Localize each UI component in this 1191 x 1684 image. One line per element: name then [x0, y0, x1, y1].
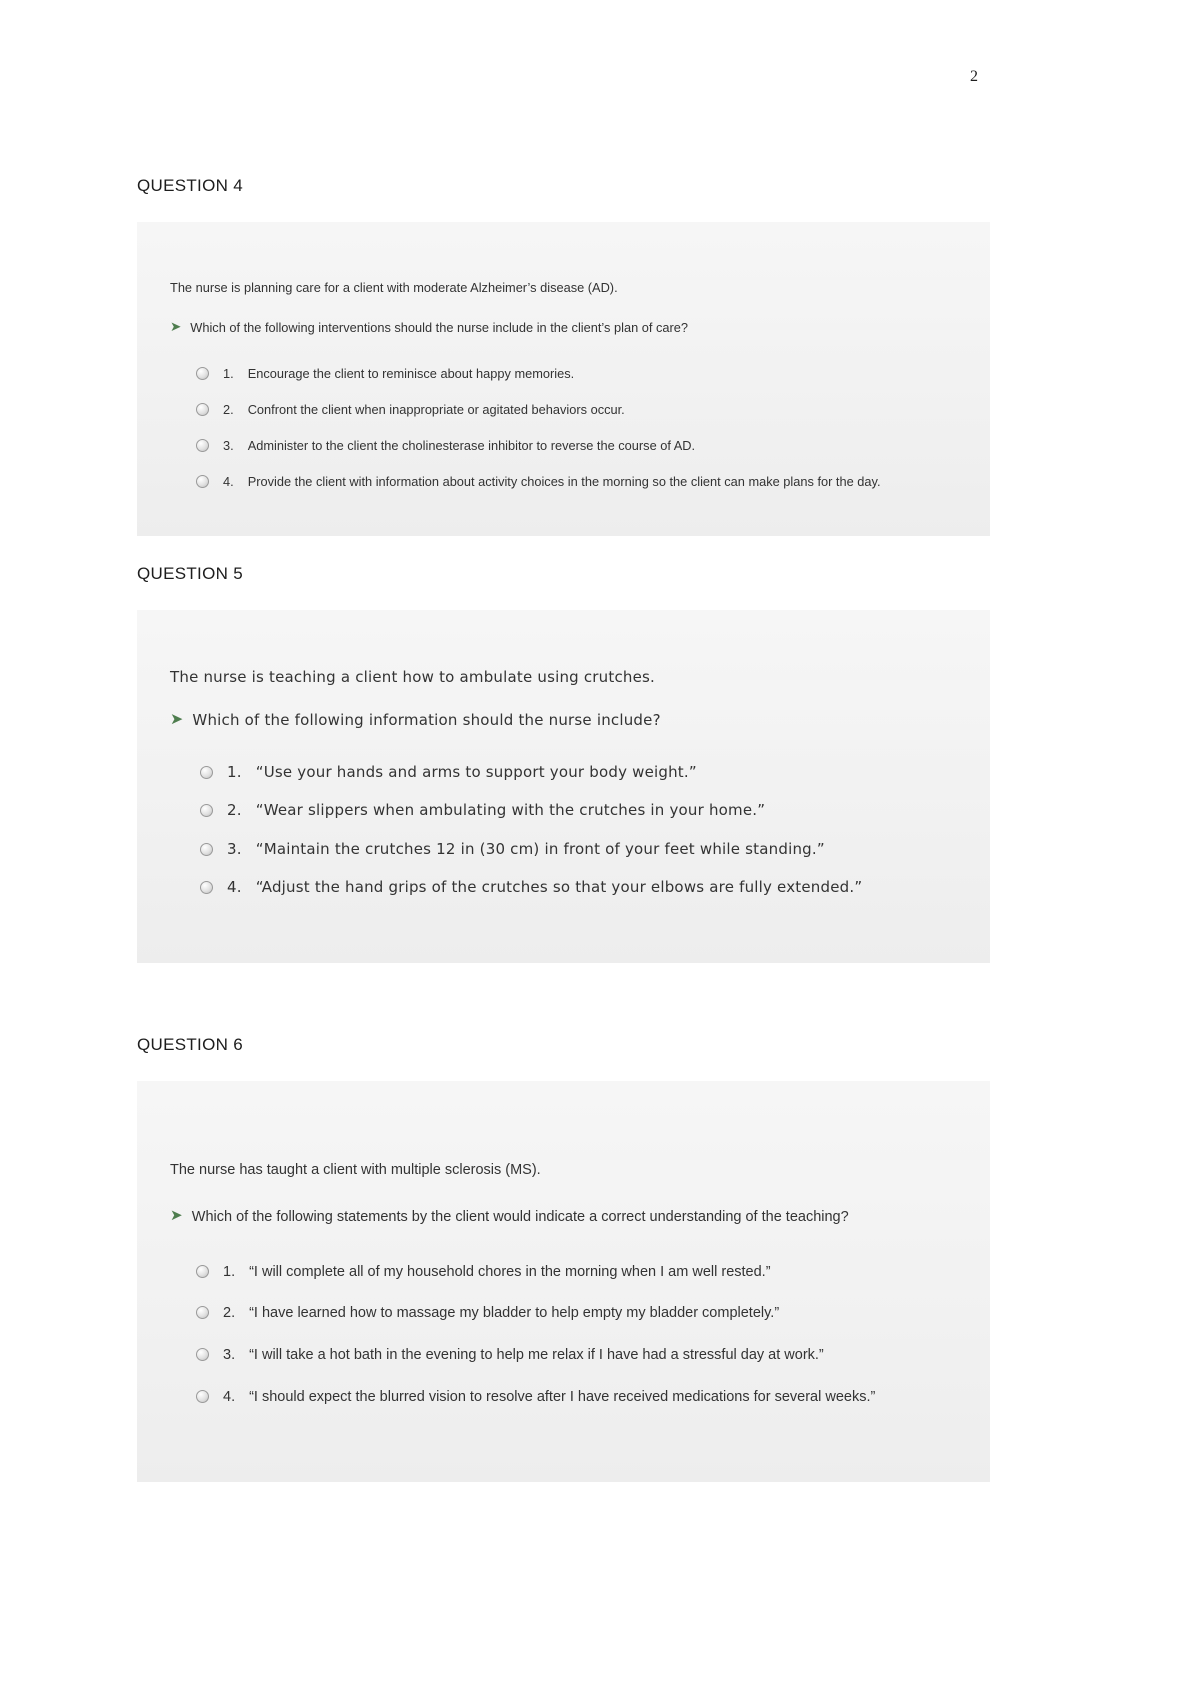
radio-button[interactable]: [196, 475, 209, 488]
answer-option: [196, 1388, 962, 1407]
radio-button[interactable]: [196, 439, 209, 452]
question-6-options: [170, 1263, 962, 1407]
question-4-section: [137, 176, 990, 536]
question-6-heading: QUESTION 6: [137, 1034, 243, 1054]
radio-button[interactable]: [196, 403, 209, 416]
question-6-stem: The nurse has taught a client with multiple sclerosis (MS).: [170, 1161, 541, 1178]
question-6-prompt: Which of the following statements by the client would indicate a correct understanding of the teaching?: [191, 1208, 849, 1225]
option-number: 2.: [223, 401, 234, 417]
radio-button[interactable]: [200, 766, 213, 779]
option-number: 3.: [227, 839, 242, 858]
option-number: 2.: [223, 1305, 236, 1322]
radio-button[interactable]: [200, 804, 213, 817]
answer-option: [200, 801, 962, 821]
radio-button[interactable]: [196, 367, 209, 380]
question-5-box: [137, 610, 990, 963]
option-text: Provide the client with information about activity choices in the morning so the client can make plans for the day.: [247, 473, 881, 489]
answer-option: [200, 878, 962, 898]
option-number: 3.: [223, 1347, 236, 1364]
option-text: Encourage the client to reminisce about happy memories.: [247, 365, 575, 381]
option-number: 1.: [227, 762, 242, 781]
option-number: 4.: [227, 878, 242, 897]
question-6-box: [137, 1081, 990, 1482]
radio-button[interactable]: [196, 1348, 209, 1361]
question-4-prompt-row: [170, 320, 962, 336]
radio-button[interactable]: [200, 843, 213, 856]
option-text: “Wear slippers when ambulating with the crutches in your home.”: [255, 801, 766, 820]
question-5-prompt: Which of the following information should the nurse include?: [192, 711, 661, 730]
option-number: 1.: [223, 365, 234, 381]
question-4-stem: The nurse is planning care for a client with moderate Alzheimer’s disease (AD).: [170, 280, 618, 295]
option-number: 4.: [223, 1389, 236, 1406]
question-4-options: [170, 366, 962, 490]
option-text: Administer to the client the cholinesterase inhibitor to reverse the course of AD.: [247, 437, 696, 453]
question-5-heading: QUESTION 5: [137, 563, 243, 583]
option-text: “I should expect the blurred vision to resolve after I have received medications for several weeks.”: [249, 1389, 876, 1406]
option-number: 4.: [223, 473, 234, 489]
question-5-options: [170, 763, 962, 898]
option-number: 1.: [223, 1263, 236, 1280]
radio-button[interactable]: [196, 1306, 209, 1319]
radio-button[interactable]: [196, 1390, 209, 1403]
answer-option: [196, 366, 962, 382]
answer-option: [196, 1263, 962, 1282]
question-5-section: [137, 564, 990, 963]
page-number: 2: [970, 68, 978, 85]
arrow-icon: ➤: [170, 709, 184, 729]
option-text: “I will complete all of my household chores in the morning when I am well rested.”: [249, 1263, 771, 1280]
option-text: “Adjust the hand grips of the crutches so that your elbows are fully extended.”: [255, 878, 863, 897]
question-6-prompt-row: [170, 1208, 962, 1227]
answer-option: [196, 1346, 962, 1365]
option-text: “Use your hands and arms to support your body weight.”: [255, 762, 697, 781]
answer-option: [200, 763, 962, 783]
radio-button[interactable]: [200, 881, 213, 894]
question-4-box: [137, 222, 990, 536]
option-number: 3.: [223, 437, 234, 453]
question-5-stem: The nurse is teaching a client how to ambulate using crutches.: [170, 667, 656, 686]
question-4-heading: QUESTION 4: [137, 176, 243, 195]
arrow-icon: ➤: [170, 1206, 183, 1224]
answer-option: [196, 402, 962, 418]
page-content: [137, 176, 990, 1482]
answer-option: [200, 840, 962, 860]
option-text: Confront the client when inappropriate or agitated behaviors occur.: [247, 401, 625, 417]
option-text: “I will take a hot bath in the evening to help me relax if I have had a stressful day at work.”: [249, 1347, 824, 1364]
question-6-section: [137, 1035, 990, 1482]
question-4-prompt: Which of the following interventions should the nurse include in the client’s plan of care?: [190, 319, 688, 335]
arrow-icon: ➤: [170, 318, 182, 334]
question-5-prompt-row: [170, 711, 962, 731]
option-number: 2.: [227, 801, 242, 820]
option-text: “I have learned how to massage my bladder to help empty my bladder completely.”: [249, 1305, 780, 1322]
answer-option: [196, 474, 962, 490]
option-text: “Maintain the crutches 12 in (30 cm) in front of your feet while standing.”: [255, 839, 825, 858]
answer-option: [196, 1304, 962, 1323]
radio-button[interactable]: [196, 1265, 209, 1278]
answer-option: [196, 438, 962, 454]
